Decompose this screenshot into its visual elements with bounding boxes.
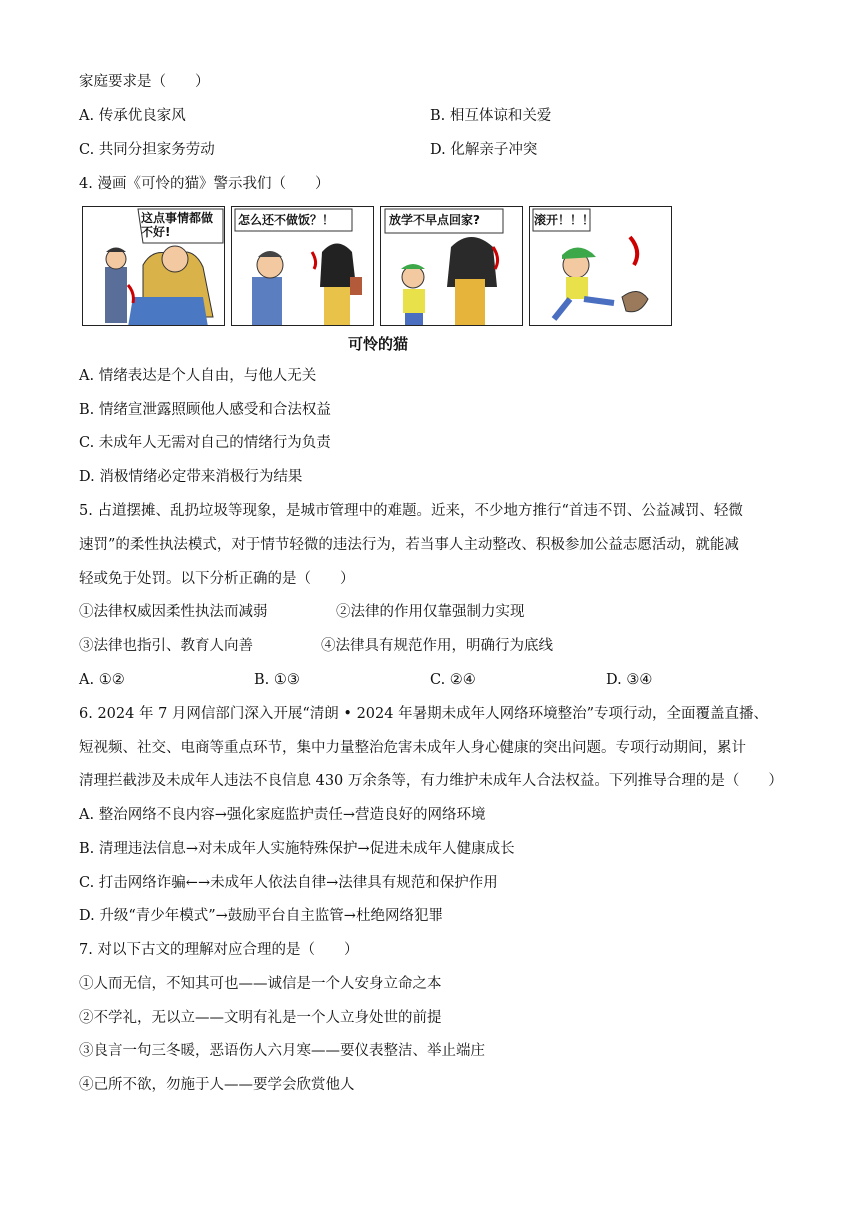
- q3-option-b: B. 相互体谅和关爱: [430, 108, 552, 124]
- q5-stem-line-2: 速罚”的柔性执法模式，对于情节轻微的违法行为，若当事人主动整改、积极参加公益志愿活动，就能减: [79, 537, 739, 553]
- q3-option-d: D. 化解亲子冲突: [430, 142, 538, 158]
- comic-panel-4-speech: 滚开！！！: [534, 213, 595, 227]
- q7-item-1: ①人而无信，不知其可也——诚信是一个人安身立命之本: [79, 976, 442, 992]
- comic-panel-1-speech: 这点事情都做不好!: [141, 211, 214, 239]
- q6-option-b: B. 清理违法信息→对未成年人实施特殊保护→促进未成年人健康成长: [79, 841, 515, 857]
- q4-option-d: D. 消极情绪必定带来消极行为结果: [79, 469, 303, 485]
- q5-statement-1: ①法律权威因柔性执法而减弱: [79, 604, 268, 620]
- q4-option-a: A. 情绪表达是个人自由，与他人无关: [79, 368, 317, 384]
- q5-option-d: D. ③④: [606, 672, 653, 688]
- child-kicking-cat-illustration: [530, 207, 672, 326]
- q7-item-2: ②不学礼，无以立——文明有礼是一个人立身处世的前提: [79, 1010, 442, 1026]
- q5-option-c: C. ②④: [430, 672, 476, 688]
- comic-panel-3-speech: 放学不早点回家?: [389, 213, 480, 227]
- q6-stem-line-2: 短视频、社交、电商等重点环节，集中力量整治危害未成年人身心健康的突出问题。专项行动期间，累计: [79, 740, 746, 756]
- q5-statement-4: ④法律具有规范作用，明确行为底线: [321, 638, 553, 654]
- q7-item-4: ④己所不欲，勿施于人——要学会欣赏他人: [79, 1077, 355, 1093]
- comic-panel-3: [380, 206, 523, 326]
- comic-strip: [82, 206, 672, 328]
- q3-option-c: C. 共同分担家务劳动: [79, 142, 215, 158]
- q6-stem-line-3: 清理拦截涉及未成年人违法不良信息 430 万余条等，有力维护未成年人合法权益。下列推导合理的是（ ）: [79, 773, 783, 789]
- comic-panel-2: [231, 206, 374, 326]
- q4-option-c: C. 未成年人无需对自己的情绪行为负责: [79, 435, 331, 451]
- q3-stem-end: 家庭要求是（ ）: [79, 74, 210, 90]
- q7-item-3: ③良言一句三冬暖，恶语伤人六月寒——要仪表整洁、举止端庄: [79, 1043, 485, 1059]
- q6-option-a: A. 整治网络不良内容→强化家庭监护责任→营造良好的网络环境: [79, 807, 486, 823]
- q5-statement-2: ②法律的作用仅靠强制力实现: [336, 604, 525, 620]
- mother-scolding-child-illustration: [381, 207, 523, 326]
- q6-stem-line-1: 6. 2024 年 7 月网信部门深入开展“清朗 • 2024 年暑期未成年人网络环境整治”专项行动，全面覆盖直播、: [79, 706, 769, 722]
- q4-stem: 4. 漫画《可怜的猫》警示我们（ ）: [79, 176, 330, 192]
- comic-panel-2-speech: 怎么还不做饭？！: [238, 213, 335, 227]
- father-yelling-illustration: [232, 207, 374, 326]
- q5-option-b: B. ①③: [254, 672, 300, 688]
- q6-option-c: C. 打击网络诈骗←→未成年人依法自律→法律具有规范和保护作用: [79, 875, 498, 891]
- q4-option-b: B. 情绪宣泄露照顾他人感受和合法权益: [79, 402, 331, 418]
- comic-caption: 可怜的猫: [348, 335, 409, 353]
- boss-yelling-illustration: [83, 207, 225, 326]
- q5-option-a: A. ①②: [79, 672, 125, 688]
- q5-stem-line-1: 5. 占道摆摊、乱扔垃圾等现象，是城市管理中的难题。近来，不少地方推行“首违不罚、公益减罚、轻微: [79, 503, 743, 519]
- q7-stem: 7. 对以下古文的理解对应合理的是（ ）: [79, 942, 359, 958]
- q5-statement-3: ③法律也指引、教育人向善: [79, 638, 253, 654]
- comic-panel-4: [529, 206, 672, 326]
- comic-panel-1: [82, 206, 225, 326]
- q3-option-a: A. 传承优良家风: [79, 108, 186, 124]
- q5-stem-line-3: 轻或免于处罚。以下分析正确的是（ ）: [79, 571, 355, 587]
- q6-option-d: D. 升级“青少年模式”→鼓励平台自主监管→杜绝网络犯罪: [79, 908, 443, 924]
